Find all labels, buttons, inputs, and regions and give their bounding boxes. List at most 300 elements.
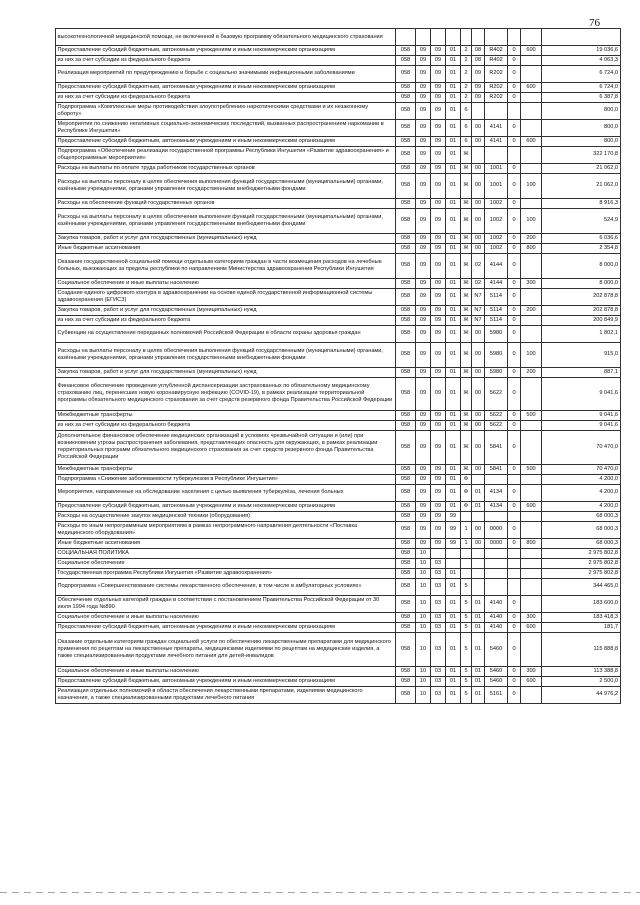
row-code-cell: 0 bbox=[508, 56, 521, 66]
row-code-cell: 09 bbox=[416, 136, 431, 146]
row-code-cell: 5460 bbox=[485, 676, 508, 686]
row-name-cell: Предоставление субсидий бюджетным, автономным учреждениям и иным некоммерческим организациям bbox=[56, 501, 396, 511]
row-code-cell: 01 bbox=[446, 173, 461, 198]
row-amount-cell: 44 976,2 bbox=[542, 686, 621, 703]
row-code-cell: 09 bbox=[431, 305, 446, 315]
row-name-cell: из них за счет субсидии из федерального бюджета bbox=[56, 420, 396, 430]
row-code-cell: 09 bbox=[431, 342, 446, 367]
row-code-cell: 058 bbox=[396, 511, 416, 521]
row-code-cell: 058 bbox=[396, 92, 416, 102]
row-name-cell: Расходы на выплаты по оплате труда работников государственных органов bbox=[56, 163, 396, 173]
row-code-cell bbox=[485, 548, 508, 558]
row-code-cell: 01 bbox=[446, 484, 461, 501]
row-code-cell: N7 bbox=[472, 305, 485, 315]
row-code-cell: 01 bbox=[446, 288, 461, 305]
row-code-cell: 6 bbox=[461, 136, 472, 146]
row-code-cell: 09 bbox=[431, 198, 446, 208]
row-name-cell: Закупка товаров, работ и услуг для государственных (муниципальных) нужд bbox=[56, 367, 396, 377]
budget-table bbox=[55, 28, 621, 704]
row-name-cell: Подпрограмма «Снижение заболеваемости туберкулезом в Республике Ингушетия» bbox=[56, 474, 396, 484]
row-code-cell: 01 bbox=[446, 233, 461, 243]
row-code-cell: 09 bbox=[431, 521, 446, 538]
row-code-cell: 4134 bbox=[485, 484, 508, 501]
row-code-cell: 08 bbox=[472, 46, 485, 56]
row-code-cell: 01 bbox=[446, 474, 461, 484]
row-code-cell: 00 bbox=[472, 198, 485, 208]
row-code-cell: 500 bbox=[521, 464, 542, 474]
row-code-cell bbox=[485, 558, 508, 568]
row-code-cell: 0 bbox=[508, 612, 521, 622]
row-code-cell: 09 bbox=[431, 474, 446, 484]
row-code-cell: 01 bbox=[446, 198, 461, 208]
row-code-cell: 10 bbox=[416, 622, 431, 632]
row-code-cell: Ж bbox=[461, 377, 472, 410]
row-code-cell: 09 bbox=[431, 367, 446, 377]
row-code-cell: 4140 bbox=[485, 595, 508, 612]
row-code-cell: 09 bbox=[431, 410, 446, 420]
row-code-cell: 058 bbox=[396, 119, 416, 136]
row-code-cell: 00 bbox=[472, 410, 485, 420]
row-code-cell: 01 bbox=[472, 501, 485, 511]
row-code-cell: 09 bbox=[472, 92, 485, 102]
row-code-cell: 09 bbox=[431, 56, 446, 66]
row-name-cell: Межбюджетные трансферты bbox=[56, 464, 396, 474]
row-code-cell: 0 bbox=[508, 305, 521, 315]
row-code-cell: 058 bbox=[396, 686, 416, 703]
table-row bbox=[56, 521, 621, 538]
row-name-cell: Расходы на осуществление закупок медицинской техники (оборудования) bbox=[56, 511, 396, 521]
row-code-cell: 03 bbox=[431, 612, 446, 622]
table-row bbox=[56, 243, 621, 253]
row-amount-cell: 915,0 bbox=[542, 342, 621, 367]
row-amount-cell: 4 200,0 bbox=[542, 484, 621, 501]
row-code-cell: 01 bbox=[472, 686, 485, 703]
row-code-cell bbox=[461, 568, 472, 578]
row-amount-cell: 183 418,3 bbox=[542, 612, 621, 622]
row-code-cell bbox=[508, 102, 521, 119]
table-row bbox=[56, 208, 621, 233]
row-code-cell bbox=[521, 632, 542, 666]
row-code-cell: Ж bbox=[461, 173, 472, 198]
row-code-cell: 058 bbox=[396, 612, 416, 622]
row-code-cell: 09 bbox=[416, 82, 431, 92]
row-code-cell: 0 bbox=[508, 342, 521, 367]
row-code-cell: 5 bbox=[461, 676, 472, 686]
row-code-cell: 01 bbox=[472, 484, 485, 501]
row-code-cell: 300 bbox=[521, 666, 542, 676]
row-code-cell: 058 bbox=[396, 146, 416, 163]
row-code-cell: 10 bbox=[416, 612, 431, 622]
row-code-cell: 058 bbox=[396, 56, 416, 66]
row-code-cell: Ф bbox=[461, 484, 472, 501]
row-amount-cell: 70 470,0 bbox=[542, 430, 621, 464]
row-code-cell: 0 bbox=[508, 65, 521, 82]
table-row bbox=[56, 474, 621, 484]
table-row bbox=[56, 288, 621, 305]
row-code-cell bbox=[521, 578, 542, 595]
row-code-cell bbox=[431, 29, 446, 46]
row-amount-cell: 8 000,0 bbox=[542, 253, 621, 278]
row-code-cell: 058 bbox=[396, 243, 416, 253]
row-code-cell: 0 bbox=[508, 92, 521, 102]
row-code-cell bbox=[461, 548, 472, 558]
row-code-cell: 600 bbox=[521, 676, 542, 686]
row-code-cell: 2 bbox=[461, 56, 472, 66]
row-amount-cell: 181,7 bbox=[542, 622, 621, 632]
row-code-cell bbox=[508, 474, 521, 484]
row-code-cell: 600 bbox=[521, 46, 542, 56]
row-code-cell bbox=[472, 558, 485, 568]
row-code-cell: 01 bbox=[446, 56, 461, 66]
row-code-cell: 058 bbox=[396, 676, 416, 686]
row-name-cell: Иные бюджетные ассигнования bbox=[56, 243, 396, 253]
row-code-cell: 09 bbox=[431, 208, 446, 233]
row-code-cell: 058 bbox=[396, 578, 416, 595]
row-code-cell: 09 bbox=[431, 538, 446, 548]
row-code-cell: 09 bbox=[431, 501, 446, 511]
row-code-cell: 09 bbox=[416, 315, 431, 325]
row-code-cell bbox=[521, 430, 542, 464]
row-name-cell: Реализация мероприятий по предупреждению и борьбе с социально значимыми инфекционными заболеваниями bbox=[56, 65, 396, 82]
row-code-cell: 1 bbox=[461, 521, 472, 538]
row-code-cell: 09 bbox=[431, 82, 446, 92]
row-code-cell bbox=[508, 29, 521, 46]
row-code-cell: 6 bbox=[461, 119, 472, 136]
row-code-cell bbox=[508, 146, 521, 163]
row-code-cell bbox=[521, 163, 542, 173]
row-code-cell: 09 bbox=[431, 325, 446, 342]
row-name-cell: Предоставление субсидий бюджетным, автономным учреждениям и иным некоммерческим организациям bbox=[56, 622, 396, 632]
row-name-cell: из них за счет субсидии из федерального бюджета bbox=[56, 92, 396, 102]
row-name-cell: Подпрограмма «Совершенствование системы лекарственного обеспечения, в том числе в амбулаторных условиях» bbox=[56, 578, 396, 595]
row-code-cell: 00 bbox=[472, 521, 485, 538]
row-code-cell: R402 bbox=[485, 46, 508, 56]
row-code-cell: 5 bbox=[461, 612, 472, 622]
row-amount-cell: 9 041,6 bbox=[542, 420, 621, 430]
row-code-cell: 00 bbox=[472, 243, 485, 253]
row-code-cell: 0 bbox=[508, 622, 521, 632]
row-code-cell: 00 bbox=[472, 233, 485, 243]
row-code-cell: 1002 bbox=[485, 243, 508, 253]
row-code-cell: 03 bbox=[431, 666, 446, 676]
table-row bbox=[56, 29, 621, 46]
row-code-cell bbox=[472, 568, 485, 578]
row-code-cell: R202 bbox=[485, 92, 508, 102]
row-code-cell: 09 bbox=[416, 464, 431, 474]
row-code-cell: 058 bbox=[396, 163, 416, 173]
row-code-cell: 09 bbox=[431, 92, 446, 102]
row-amount-cell: 4 063,3 bbox=[542, 56, 621, 66]
row-code-cell: Ж bbox=[461, 278, 472, 288]
row-code-cell: 00 bbox=[472, 367, 485, 377]
row-code-cell: 600 bbox=[521, 622, 542, 632]
row-code-cell: 00 bbox=[472, 342, 485, 367]
row-name-cell: Расходы по иным непрограммным мероприятиям в рамках непрограммного направления деятельности «Поставка медицинского оборудования» bbox=[56, 521, 396, 538]
table-row bbox=[56, 315, 621, 325]
row-code-cell bbox=[472, 29, 485, 46]
row-code-cell: 09 bbox=[472, 65, 485, 82]
row-code-cell: 2 bbox=[461, 46, 472, 56]
row-code-cell: 5980 bbox=[485, 325, 508, 342]
row-name-cell: Финансовое обеспечение проведения углубленной диспансеризации застрахованных по обязательному медицинскому страхованию лиц, перенесших новую коронавирусную инфекцию (COVID-19), в рамках реализации территориальной программы обязательного медицинского страхования за счет средств резервного фонда Правительства Российской Федерации bbox=[56, 377, 396, 410]
row-code-cell: 09 bbox=[431, 163, 446, 173]
row-code-cell: 00 bbox=[472, 538, 485, 548]
row-code-cell: 00 bbox=[472, 136, 485, 146]
row-amount-cell: 2 975 802,8 bbox=[542, 568, 621, 578]
row-amount-cell: 19 036,6 bbox=[542, 46, 621, 56]
row-code-cell: 058 bbox=[396, 136, 416, 146]
row-code-cell: 01 bbox=[446, 686, 461, 703]
row-code-cell: 600 bbox=[521, 82, 542, 92]
row-code-cell bbox=[472, 511, 485, 521]
row-code-cell: 09 bbox=[416, 233, 431, 243]
row-code-cell: 09 bbox=[431, 233, 446, 243]
row-code-cell: 5 bbox=[461, 686, 472, 703]
row-code-cell: 0 bbox=[508, 119, 521, 136]
row-code-cell: Ж bbox=[461, 464, 472, 474]
row-name-cell: Социальное обеспечение и иные выплаты населению bbox=[56, 666, 396, 676]
row-name-cell: Расходы на выплаты персоналу в целях обеспечения выполнения функций государственными (муниципальными) органами, казёнными учреждениями, органами управления государственными внебюджетными фондами bbox=[56, 208, 396, 233]
row-code-cell: 0000 bbox=[485, 538, 508, 548]
row-code-cell: 4140 bbox=[485, 622, 508, 632]
row-code-cell bbox=[485, 146, 508, 163]
row-code-cell: 01 bbox=[446, 315, 461, 325]
row-amount-cell: 21 062,0 bbox=[542, 163, 621, 173]
row-code-cell: 058 bbox=[396, 538, 416, 548]
row-code-cell: 058 bbox=[396, 367, 416, 377]
row-code-cell: 09 bbox=[431, 146, 446, 163]
row-code-cell: 09 bbox=[431, 464, 446, 474]
row-code-cell: 10 bbox=[416, 632, 431, 666]
row-code-cell: 00 bbox=[472, 208, 485, 233]
row-code-cell: 2 bbox=[461, 82, 472, 92]
row-code-cell: 99 bbox=[446, 538, 461, 548]
row-code-cell bbox=[521, 548, 542, 558]
row-code-cell: 01 bbox=[446, 46, 461, 56]
row-code-cell: 01 bbox=[446, 420, 461, 430]
row-code-cell: Ж bbox=[461, 146, 472, 163]
row-code-cell bbox=[521, 484, 542, 501]
row-code-cell: 5622 bbox=[485, 410, 508, 420]
row-code-cell bbox=[485, 29, 508, 46]
row-code-cell bbox=[521, 568, 542, 578]
row-code-cell: 058 bbox=[396, 521, 416, 538]
row-code-cell: 058 bbox=[396, 632, 416, 666]
row-code-cell: 058 bbox=[396, 325, 416, 342]
row-code-cell bbox=[508, 578, 521, 595]
row-code-cell: 058 bbox=[396, 410, 416, 420]
row-amount-cell: 200 849,9 bbox=[542, 315, 621, 325]
page-bottom-edge bbox=[0, 892, 640, 893]
row-code-cell: 09 bbox=[416, 163, 431, 173]
row-code-cell: 99 bbox=[446, 511, 461, 521]
row-amount-cell: 6 387,8 bbox=[542, 92, 621, 102]
row-code-cell: 300 bbox=[521, 278, 542, 288]
row-code-cell: 0 bbox=[508, 243, 521, 253]
row-code-cell: 0 bbox=[508, 136, 521, 146]
row-code-cell: 03 bbox=[431, 622, 446, 632]
row-code-cell: 200 bbox=[521, 367, 542, 377]
row-code-cell: 09 bbox=[416, 253, 431, 278]
table-row bbox=[56, 198, 621, 208]
row-code-cell: Ж bbox=[461, 325, 472, 342]
row-code-cell: 0 bbox=[508, 430, 521, 464]
row-code-cell: 0 bbox=[508, 46, 521, 56]
row-code-cell: 058 bbox=[396, 305, 416, 315]
row-amount-cell: 115 888,8 bbox=[542, 632, 621, 666]
row-code-cell: 09 bbox=[431, 278, 446, 288]
row-name-cell: Расходы на выплаты персоналу в целях обеспечения выполнения функций государственными (муниципальными) органами, казёнными учреждениями, органами управления государственными внебюджетными фондами bbox=[56, 342, 396, 367]
row-code-cell bbox=[521, 558, 542, 568]
row-code-cell: 0 bbox=[508, 315, 521, 325]
row-code-cell: 01 bbox=[446, 119, 461, 136]
row-code-cell: 100 bbox=[521, 208, 542, 233]
row-name-cell: высокотехнологичной медицинской помощи, не включенной в базовую программу обязательного медицинского страхования bbox=[56, 29, 396, 46]
row-code-cell: 01 bbox=[446, 410, 461, 420]
row-code-cell: 5460 bbox=[485, 632, 508, 666]
row-code-cell: 0 bbox=[508, 676, 521, 686]
row-name-cell: Предоставление субсидий бюджетным, автономным учреждениям и иным некоммерческим организациям bbox=[56, 136, 396, 146]
row-amount-cell: 6 036,6 bbox=[542, 233, 621, 243]
row-code-cell bbox=[508, 548, 521, 558]
row-code-cell: 1002 bbox=[485, 233, 508, 243]
row-code-cell: 10 bbox=[416, 558, 431, 568]
row-code-cell: 058 bbox=[396, 208, 416, 233]
row-code-cell: 0 bbox=[508, 208, 521, 233]
row-code-cell: 09 bbox=[416, 377, 431, 410]
row-amount-cell: 800,0 bbox=[542, 136, 621, 146]
row-amount-cell: 800,0 bbox=[542, 119, 621, 136]
table-row bbox=[56, 501, 621, 511]
row-code-cell: 09 bbox=[416, 243, 431, 253]
row-name-cell: Оказание отдельным категориям граждан социальной услуги по обеспечению лекарственными препаратами для медицинского применения по рецептам на лекарственные препараты, медицинскими изделиями по рецептам на медицинские изделия, а также специализированными продуктами лечебного питания для детей-инвалидов bbox=[56, 632, 396, 666]
row-code-cell: R202 bbox=[485, 65, 508, 82]
row-name-cell: Обеспечение отдельных категорий граждан в соответствии с постановлением Правительства Российской Федерации от 30 июля 1994 года №890 bbox=[56, 595, 396, 612]
row-code-cell: Ж bbox=[461, 430, 472, 464]
row-code-cell: 00 bbox=[472, 163, 485, 173]
row-code-cell: 058 bbox=[396, 568, 416, 578]
row-code-cell: 10 bbox=[416, 686, 431, 703]
row-code-cell: 058 bbox=[396, 233, 416, 243]
row-code-cell: 03 bbox=[431, 632, 446, 666]
row-code-cell: 200 bbox=[521, 233, 542, 243]
row-code-cell: 01 bbox=[446, 632, 461, 666]
row-code-cell: 10 bbox=[416, 548, 431, 558]
row-code-cell: 09 bbox=[416, 430, 431, 464]
row-code-cell: Ж bbox=[461, 305, 472, 315]
row-code-cell bbox=[521, 420, 542, 430]
row-code-cell: 058 bbox=[396, 377, 416, 410]
row-code-cell bbox=[508, 511, 521, 521]
row-code-cell: 01 bbox=[472, 595, 485, 612]
row-code-cell: 09 bbox=[416, 367, 431, 377]
row-name-cell: Государственная программа Республики Ингушетия «Развитие здравоохранения» bbox=[56, 568, 396, 578]
row-code-cell: 0 bbox=[508, 278, 521, 288]
row-code-cell: 058 bbox=[396, 288, 416, 305]
row-code-cell: 058 bbox=[396, 501, 416, 511]
table-row bbox=[56, 65, 621, 82]
row-code-cell: 058 bbox=[396, 278, 416, 288]
row-code-cell bbox=[508, 568, 521, 578]
row-name-cell: Субвенции на осуществление переданных полномочий Российской Федерации в области охраны здоровья граждан bbox=[56, 325, 396, 342]
row-code-cell: 058 bbox=[396, 198, 416, 208]
row-code-cell: 09 bbox=[431, 253, 446, 278]
row-code-cell bbox=[521, 29, 542, 46]
row-code-cell: 01 bbox=[446, 612, 461, 622]
row-code-cell: 09 bbox=[416, 119, 431, 136]
row-code-cell: 09 bbox=[416, 102, 431, 119]
row-code-cell: 0 bbox=[508, 198, 521, 208]
row-name-cell: Реализация отдельных полномочий в области обеспечения лекарственными препаратами, изделиями медицинского назначения, а также специализированными продуктами лечебного питания bbox=[56, 686, 396, 703]
row-name-cell: Подпрограмма «Комплексные меры противодействия злоупотреблению наркотическими средствами и их незаконному обороту» bbox=[56, 102, 396, 119]
row-code-cell: 09 bbox=[431, 102, 446, 119]
row-code-cell: 058 bbox=[396, 464, 416, 474]
row-code-cell: R402 bbox=[485, 56, 508, 66]
table-row bbox=[56, 511, 621, 521]
row-name-cell: Предоставление субсидий бюджетным, автономным учреждениям и иным некоммерческим организациям bbox=[56, 82, 396, 92]
row-code-cell: 09 bbox=[431, 243, 446, 253]
row-code-cell: 5114 bbox=[485, 315, 508, 325]
row-code-cell: 5622 bbox=[485, 420, 508, 430]
row-code-cell: 01 bbox=[446, 65, 461, 82]
row-code-cell: 058 bbox=[396, 548, 416, 558]
row-code-cell: 01 bbox=[446, 342, 461, 367]
row-code-cell: 058 bbox=[396, 82, 416, 92]
row-amount-cell: 800,0 bbox=[542, 102, 621, 119]
row-name-cell: Социальное обеспечение и иные выплаты населению bbox=[56, 612, 396, 622]
row-code-cell: 02 bbox=[472, 253, 485, 278]
table-row bbox=[56, 484, 621, 501]
row-name-cell: Иные бюджетные ассигнования bbox=[56, 538, 396, 548]
row-code-cell: 1002 bbox=[485, 208, 508, 233]
row-amount-cell: 2 975 802,8 bbox=[542, 558, 621, 568]
row-name-cell: Подпрограмма «Обеспечение реализации государственной программы Республики Ингушетия «Развитие здравоохранения» и общепрограммные мероприятия» bbox=[56, 146, 396, 163]
row-code-cell: 0 bbox=[508, 666, 521, 676]
row-name-cell: Межбюджетные трансферты bbox=[56, 410, 396, 420]
row-code-cell bbox=[521, 119, 542, 136]
row-code-cell bbox=[431, 548, 446, 558]
row-amount-cell bbox=[542, 29, 621, 46]
row-amount-cell: 9 041,6 bbox=[542, 377, 621, 410]
row-amount-cell: 9 041,6 bbox=[542, 410, 621, 420]
row-code-cell bbox=[521, 315, 542, 325]
row-code-cell: 01 bbox=[446, 136, 461, 146]
row-code-cell: 01 bbox=[472, 632, 485, 666]
row-code-cell: 058 bbox=[396, 666, 416, 676]
row-code-cell: 058 bbox=[396, 46, 416, 56]
row-code-cell: 0 bbox=[508, 501, 521, 511]
row-code-cell: 09 bbox=[416, 484, 431, 501]
row-code-cell bbox=[521, 65, 542, 82]
row-code-cell: 08 bbox=[472, 56, 485, 66]
row-code-cell: 09 bbox=[416, 305, 431, 315]
row-code-cell bbox=[521, 102, 542, 119]
row-code-cell: Ф bbox=[461, 474, 472, 484]
page-number: 76 bbox=[589, 17, 600, 29]
row-code-cell: 4134 bbox=[485, 501, 508, 511]
table-row bbox=[56, 410, 621, 420]
row-code-cell: 10 bbox=[416, 595, 431, 612]
row-code-cell: 99 bbox=[446, 521, 461, 538]
row-code-cell bbox=[446, 29, 461, 46]
row-code-cell: Ж bbox=[461, 198, 472, 208]
row-code-cell bbox=[472, 548, 485, 558]
row-name-cell: Расходы на выплаты персоналу в целях обеспечения выполнения функций государственными (муниципальными) органами, казёнными учреждениями, органами управления государственными внебюджетными фондами bbox=[56, 173, 396, 198]
row-code-cell: 09 bbox=[416, 410, 431, 420]
table-row bbox=[56, 325, 621, 342]
row-code-cell bbox=[461, 558, 472, 568]
row-name-cell: СОЦИАЛЬНАЯ ПОЛИТИКА bbox=[56, 548, 396, 558]
